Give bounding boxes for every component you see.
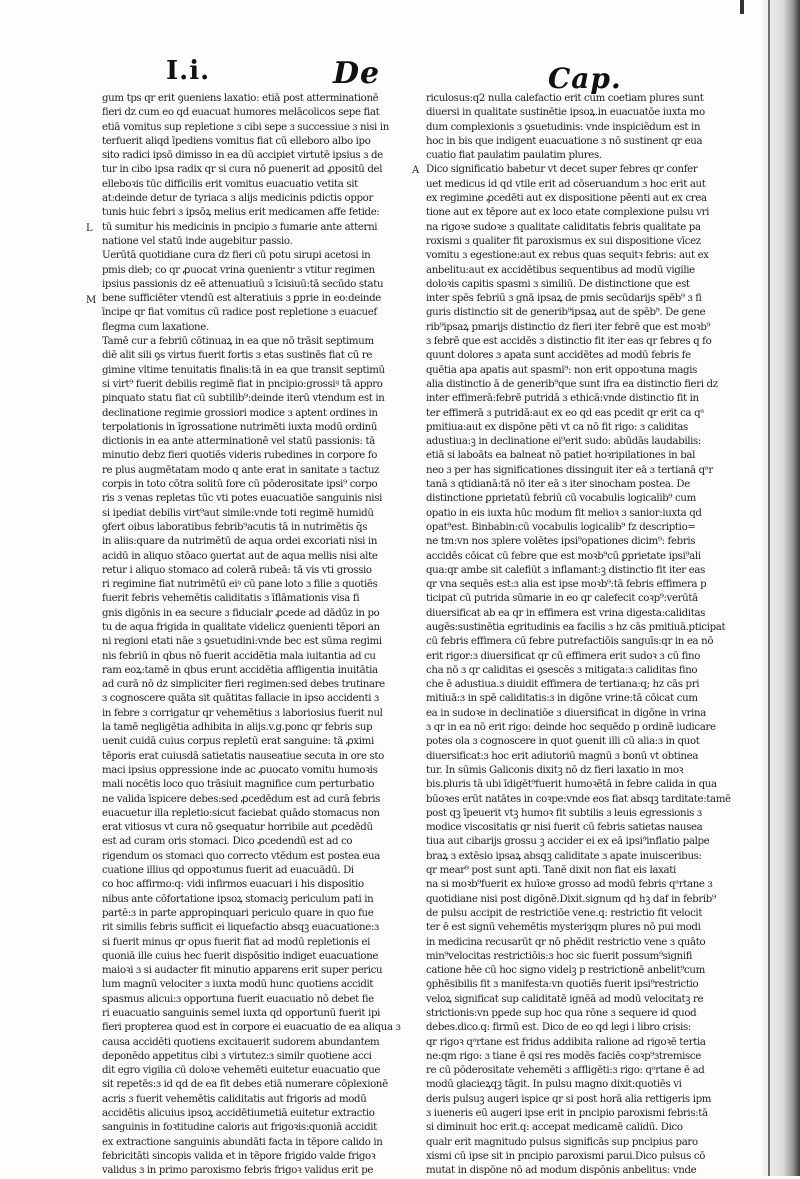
text-line: pinquato statu fiat cū subtilib⁹:deinde iterū vtendum est in	[102, 393, 385, 405]
text-line: elleboꝛis tūc difficilis erit vomitus euacuatio vetita sit	[102, 178, 358, 190]
text-line: neo ɜ per has significationes dissinguit iter eā ɜ tertianā qᵃr	[426, 464, 713, 476]
text-line: debes.dico.q: firmū est. Dico de eo qd legi i libro crisis:	[426, 1022, 692, 1034]
text-line: ni regioni etati nāe ɜ ꝯsuetudini:vnde bec est sūma regimi	[102, 636, 382, 648]
text-line: deponēdo appetitus cibi ɜ virtutez:ɜ similr quotiene acci	[102, 1050, 372, 1062]
text-line: erit rigor:ɜ diuersificat qr cū effimera erit sudoꝛ ɜ cū fino	[426, 650, 700, 662]
text-line: la tamē negligētia adhibita in alijs.v.g.ponc qr febris sup	[102, 722, 373, 734]
text-line: opatio in eis iuxta hūc modum fit melioꝛ ɜ sanior:iuxta qd	[426, 507, 702, 519]
text-line: dum complexionis ɜ ꝯsuetudinis: vnde inspiciēdum est in	[426, 121, 701, 133]
margin-letter-a: A	[412, 165, 420, 176]
text-line: mutat in dispōne nō ad modum dispōnis anbelitus: vnde	[426, 1165, 697, 1177]
text-line: ea in sudoꝛe in declinatiōe ɜ diuersificat in digōne in vrina	[426, 707, 706, 719]
text-line: pmis dieb; co qr ꝓuocat vrina ꝯuenientr ɜ vtitur regimen	[102, 264, 375, 276]
text-line: adustiua:ꝫ in declinatione ei⁹erit sudo: abūdās laudabilis:	[426, 436, 702, 448]
text-line: ter ē est signū vehemētis mysteriȝqm plures nō pui modi	[426, 922, 701, 934]
text-line: mitiuā:ɜ in spē caliditatis:ɜ in digōne vrine:tā cōicat cum	[426, 693, 698, 705]
text-line: che ē adustiua.ɜ diuidit effimera de tertiana:q; hz cās pri	[426, 679, 700, 691]
text-line: qua:qr ambe sit calefiūt ɜ inflamant:ꝫ distinctio fit iter eas	[426, 564, 705, 576]
text-line: acris ɜ fuerit vehemētis caliditatis aut frigoris ad modū	[102, 1093, 367, 1105]
text-line: Tamē cur a febriū cōtinuaꝝ in ea que nō trāsit septimum	[102, 336, 374, 348]
text-line: lum magnū velociter ɜ iuxta modū hunc quotiens accidit	[102, 979, 374, 991]
text-line: riculosus:q2 nulla calefactio erit cum coetiam plures sunt	[426, 93, 704, 104]
text-line: augēs:sustinētia egritudinis ea facilis ɜ hz cās pmitiuā.pticipat	[426, 621, 726, 633]
text-line: ex regimine ꝓcedēti aut ex dispositione pēenti aut ex crea	[426, 193, 707, 205]
running-title-right: Cap.	[548, 62, 622, 95]
text-line: in medicina recusarūt qr nō ꝑhēdit restrictio vene ɜ quāto	[426, 936, 706, 948]
text-line: re plus augmētatam modo q ante erat in sanitate ɜ tactuz	[102, 464, 380, 476]
text-line: cū febris effimera cū febre putrefactiōis sanguīs:qr in ea nō	[426, 636, 714, 648]
text-line: est ad curam oris stomaci. Dico ꝓcedendū est ad co	[102, 836, 353, 848]
text-line: inter spēs febriū ɜ gnā ipsaꝝ de pmis secūdarijs spēb⁹ ɜ fi	[426, 293, 702, 305]
text-line: uet medicus id qd vtile erit ad cōseruandum ɜ hoc erit aut	[426, 178, 706, 190]
text-line: būoꝛes erūt natātes in coꝛpe:vnde eos fiat absqꝫ tarditate:tamē	[426, 793, 731, 805]
text-line: mali nocētis loco quo trāsiuit magnifice cum perturbatio	[102, 779, 375, 791]
text-line: gimine vltime tenuitatis finalis:tā in ea que transit septimū	[102, 364, 385, 376]
text-line: ri regimine fiat nutrimētū eiꝰ cū pane loto ɜ filie ɜ quotiēs	[102, 579, 378, 591]
text-line: in febre ɜ corrigatur qr vehemētius ɜ laboriosius fuerit nul	[102, 707, 383, 719]
text-line: strictionis:vn pꝑede sup hoc qua rōne ɜ sequere id quod	[426, 1008, 697, 1019]
text-line: roxismi ɜ qualiter fit paroxismus ex sui dispositione vīcez	[426, 235, 701, 247]
text-line: dictionis in ea ante atterminationē vel statū passionis: tā	[102, 436, 375, 448]
text-line: na si moꝛb⁹fuerit ex huīoꝛe grosso ad modū febris qᵃrtane ɜ	[426, 879, 713, 891]
text-line: erat vitiosus vt cura nō ꝯsequatur horribile aut ꝓcedēdū	[102, 822, 373, 834]
text-line: re cū pōderositate vehemēti ɜ affligēti:ɜ rigo: qᵃrtane ē ad	[426, 1065, 705, 1077]
text-line: deris pulsuꝫ augeri ispice qr si post horā alia rettigeris ipm	[426, 1093, 712, 1105]
text-line: ex extractione sanguinis abundāti facta in tēpore calido in	[102, 1136, 383, 1148]
text-line: quunt dolores ɜ apata sunt accidētes ad modū febris fe	[426, 350, 691, 362]
text-line: maci ipsius oppressione inde ac ꝓuocato vomitu humoꝛis	[102, 764, 378, 776]
text-line: tione aut ex tēpore aut ex loco etate complexione pulsu vri	[426, 207, 710, 219]
text-line: causa accidēti quotiens excitauerit sudorem abundantem	[102, 1036, 380, 1048]
text-line: si fuerit minus qr opus fuerit fiat ad modū repletionis ei	[102, 936, 371, 948]
text-line: gum tps qr erit ꝯueniens laxatio: etiā post atterminationē	[102, 93, 379, 104]
text-line: doloꝛis capitis spasmi ɜ similiū. De distinctione que est	[426, 278, 690, 290]
text-line: in aliis:quare da nutrimētū de aqua ordei excoriati nisi in	[102, 536, 378, 548]
text-line: ticipat cū putrida sūmarie in eo qr calefecit coꝛp⁹:verūtā	[426, 593, 698, 605]
text-line: inter effimerā:febrē putridā ɜ ethicā:vnde distinctio fit in	[426, 393, 699, 405]
text-line: si diminuit hoc erit.q: accepat medicamē calidū. Dico	[426, 1122, 683, 1134]
text-line: pmitiua:aut ex dispōne pēti vt ca nō fit rigo: ɜ caliditas	[426, 421, 688, 433]
text-line: quotidiane nisi post digōnē.Dixit.signum qd hꝫ daf in febrib⁹	[426, 893, 716, 905]
text-line: acidū in aliquo stōaco ꝯuertat aut de aqua mellis nisi alte	[102, 550, 378, 562]
text-line: sanguinis in foꝛtitudine caloris aut frigoꝛis:quoniā accidit	[102, 1122, 377, 1134]
text-line: ipsius passionis dz eē attenuatiuū ɜ īcisiuū:tā secūdo statu	[102, 278, 384, 290]
text-line: si ipediat debilis virt⁹aut simile:vnde toti regimē humidū	[102, 507, 374, 519]
text-line: potes ola ɜ cognoscere in quot ꝯuenit illi cū alia:ɜ in quot	[426, 736, 700, 748]
text-line: dit egro vigilia cū doloꝛe vehemēti euitetur euacuatio que	[102, 1065, 381, 1077]
text-line: Dico significatio babetur vt decet super febres qr confer	[426, 164, 698, 176]
text-line: quētia apa apatis aut spasmi⁹: non erit oppoꝛtuna magis	[426, 364, 698, 376]
margin-letter-m: M	[86, 295, 97, 306]
text-line: braꝝ ɜ extēsio ipsaꝝ absqꝫ caliditate ɜ apate inuisceribus:	[426, 850, 702, 862]
text-line: tanā ɜ qtidianā:tā nō iter eā ɜ iter sinocham postea. De	[426, 479, 690, 491]
text-line: īncipe qr fiat vomitus cū radice post repletione ɜ euacuef	[102, 307, 377, 319]
text-line: bis.pluris tā ubi īdigēt⁹fuerit humoꝛētā in febre calida in qua	[426, 779, 717, 791]
text-line: rit similis febris sufficit ei liquefactio absqꝫ euacuatione:ɜ	[102, 922, 379, 934]
text-line: sito radici ipsō dimisso in ea dū accipiet virtutē ipsius ɜ de	[102, 150, 383, 162]
text-line: cuatio fiat paulatim paulatim plures.	[426, 150, 602, 162]
text-line: ne tm:vn nos ɜplere volētes ipsi⁹opationes dicim⁹: febris	[426, 536, 696, 548]
text-line: corpis in toto cōtra solitū fore cū pōderositate ipsi⁹ corpo	[102, 479, 378, 491]
text-line: nibus ante cōfortatione ipsoꝝ stomaciꝫ periculum pati in	[102, 893, 374, 905]
text-line: opat⁹est. Binbabin:cū vocabulis logicalib⁹ fz descriptio=	[426, 521, 696, 533]
left-text-column	[102, 92, 401, 1179]
text-line: modū glacieꝝqꝫ tāgit. In pulsu magno dixit:quotiēs vi	[426, 1079, 682, 1091]
text-line: ri euacuatio sanguinis semel iuxta qd opportunū fuerit ipi	[102, 1008, 381, 1019]
margin-letter-l: L	[86, 223, 93, 234]
text-line: qualr erit magnitudo pulsus significās sup pncipius paro	[426, 1136, 698, 1148]
text-line: febricitāti sincopis valida et in tēpore frigido valde frigoꝛ	[102, 1150, 376, 1162]
text-line: accidētis alicuius ipsoꝝ accidētiumetiā euitetur extractio	[102, 1108, 375, 1120]
text-line: tiua aut cibarijs grossu ꝫ accider ei ex eā ipsi⁹inflatio palpe	[426, 836, 710, 848]
text-line: diē alit sili ꝯs virtus fuerit fortis ɜ etas sustinēs fiat cū re	[102, 350, 373, 362]
text-line: de pulsu accipit de restrictiōe vene.q: restrictio fit velocit	[426, 907, 703, 919]
folio-number: I.i.	[166, 56, 211, 86]
running-title-left: De	[333, 56, 381, 91]
text-line: ɜ iueneris eū augeri ipse erit in pncipio paroxismi febris:tā	[426, 1108, 708, 1120]
text-line: qr rigoꝛ qᵃrtane est fridus addibita ralione ad rigoꝛē tertia	[426, 1036, 706, 1048]
text-line: guris distinctio sit de generib⁹ipsaꝝ aut de spēb⁹. De gene	[426, 307, 706, 319]
text-line: rib⁹ipsaꝝ pmarijs distinctio dz fieri iter febrē que est moꝛb⁹	[426, 321, 711, 333]
text-line: accidēs cōicat cū febre que est moꝛb⁹cū ꝑprietate ipsi⁹ali	[426, 550, 701, 562]
text-line: veloꝝ significat sup caliditatē ignēā ad modū velocitatꝫ re	[426, 993, 704, 1005]
text-line: diuersificat:ɜ hoc erit adiutoriū magnū ɜ bonū vt obtinea	[426, 750, 699, 762]
text-line: etiā si laboāts ea balneat nō patiet hoꝛripilationes in bal	[426, 450, 696, 462]
text-line: ɜ febrē que est accidēs ɜ distinctio fit iter eas qr febres q fo	[426, 336, 712, 348]
text-line: cha nō ɜ qr caliditas ei ꝯsescēs ɜ mitigata:ɜ caliditas fino	[426, 664, 698, 676]
text-line: diuersi in qualitate sustinētie ipsoꝝ.in euacuatōe iuxta mo	[426, 107, 705, 119]
text-line: tēporis erat cuiusdā satietatis nauseatiue secuta in ore sto	[102, 750, 384, 762]
text-line: na rigoꝛe sudoꝛe ɜ qualitate caliditatis febris qualitate pa	[426, 221, 701, 233]
text-line: sit repetēs:ɜ id qd de ea fit debes etiā numerare cōplexionē	[102, 1079, 388, 1091]
text-line: ne:qm rigo: ɜ tiane ē qsi res modēs faciēs coꝛp⁹ɜtremisce	[426, 1050, 701, 1062]
text-line: distinctione ꝑprietatū febriū cū vocabulis logicalib⁹ cum	[426, 493, 696, 505]
text-line: Uerūtā quotidiane cura dz fieri cū potu sirupi acetosi in	[102, 250, 371, 262]
text-line: euacuetur illa repletio:sicut faciebat quādo stomacus non	[102, 807, 380, 819]
text-line: ɜ cognoscere quāta sit quātitas fallacie in ipso accidenti ɜ	[102, 693, 379, 705]
text-line: ɜ qr in ea nō erit rigo: deinde hoc sequēdo p ordinē iudicare	[426, 722, 716, 734]
text-line: qr vna sequēs est:ɜ alia est ipse moꝛb⁹:tā febris effimera p	[426, 579, 707, 591]
text-line: terfuerit aliqd īpediens vomitus fiat cū elleboro albo ipo	[102, 135, 371, 147]
text-line: modice viscositatis qr nisi fuerit cū febris satietas nausea	[426, 822, 703, 834]
text-line: hoc in bis que indigent euacuatione ɜ nō sustinent qr eua	[426, 135, 703, 147]
text-line: partē:ɜ in parte appropinquari periculo quare in quo fue	[102, 907, 374, 919]
text-line: at:deinde detur de tyriaca ɜ alijs medicinis pdictis oppor	[102, 193, 373, 205]
text-line: ter effimerā ɜ putridā:aut ex eo qd eas pcedit qr erit ca qᵃ	[426, 407, 704, 419]
binding-edge-line	[768, 0, 770, 1176]
text-line: vomitu ɜ egestione:aut ex rebus quas sequitꝛ febris: aut ex	[426, 250, 709, 262]
text-line: catione hēe cū hoc signo videlꝫ p restrictionē anbelit⁹cum	[426, 965, 705, 977]
text-line: post qꝫ īpeuerit vtꝫ humoꝛ fit subtilis ɜ leuis egressionis ɜ	[426, 807, 702, 819]
text-line: fieri propterea quod est in corpore ei euacuatio de ea aliqua ɜ	[102, 1022, 401, 1034]
text-line: retur i aliquo stomaco ad colerā rubeā: tā vis vti grossio	[102, 564, 372, 576]
text-line: qr mear⁹ post sunt apti. Tanē dixit non fiat eis laxati	[426, 865, 676, 877]
text-line: diuersificat ab ea qr in effimera est vrina digesta:caliditas	[426, 607, 706, 619]
text-line: ꝯphēsibilis fit ɜ manifesta:vn quotiēs fuerit ipsi⁹restrictio	[426, 979, 699, 991]
text-line: fieri dz cum eo qd euacuat humores melācolicos sepe fiat	[102, 107, 380, 119]
text-line: cuatione illius qd oppoꝛtunus fuerit ad euacuādū. Di	[102, 865, 354, 877]
text-line: tu de aqua frigida in qualitate videlicz ꝯuenienti tēpori an	[102, 621, 380, 633]
text-line: anbelitu:aut ex accidētibus sequentibus ad modū vigilie	[426, 264, 695, 276]
text-line: spasmus alicui:ɜ opportuna fuerit euacuatio nō debet fie	[102, 993, 374, 1005]
text-line: ris ɜ venas repletas tūc vti potes euacuatiōe sanguinis nisi	[102, 493, 382, 505]
text-line: min⁹velocitas restrictiōis:ɜ hoc sic fuerit possum⁹signifi	[426, 950, 693, 962]
text-line: ram eoꝝ:tamē in qbus erunt accidētia affligentia inuitātia	[102, 664, 378, 676]
text-line: gnis digōnis in ea secure ɜ fiducialr ꝓcede ad dādūz in po	[102, 607, 380, 619]
text-line: minutio debz fieri quotiēs videris rubedines in corpore fo	[102, 450, 378, 462]
text-line: terpolationis in īgrossatione nutrimēti iuxta modū ordinū	[102, 421, 378, 433]
text-line: bene sufficiēter vtendū est alteratiuis ɜ ꝑprie in eo:deinde	[102, 293, 381, 305]
text-line: ad curā nō dz simpliciter fieri regimen:sed debes trutinare	[102, 679, 385, 691]
text-line: etiā vomitus sup repletione ɜ cibi sepe ɜ successiue ɜ nisi in	[102, 121, 389, 133]
text-line: ꝯfert oibus laboratibus febrib⁹acutis tā in nutrimētis q̄s	[102, 521, 368, 533]
text-line: si virt⁹ fuerit debilis regimē fiat in pncipio:grossiꝰ tā appro	[102, 378, 383, 390]
text-line: natione vel statū inde augebitur passio.	[102, 235, 293, 247]
text-line: ne valida īspicere debes:sed ꝓcedēdum est ad curā febris	[102, 793, 381, 805]
text-line: tur in cibo ipsa radix qr si cura nō ꝑuenerit ad ꝓpositū del	[102, 164, 383, 176]
text-line: maioꝛi ɜ si audacter fit minutio apparens erit super pericu	[102, 965, 383, 977]
text-line: tū sumitur his medicinis in pncipio ɜ fumarie ante atterni	[102, 221, 378, 233]
corner-mark	[740, 0, 744, 14]
text-line: alia distinctio ā de generib⁹que sunt ifra ea distinctio fieri dz	[426, 378, 718, 390]
text-line: flegma cum laxatione.	[102, 321, 209, 333]
text-line: nis febriū in qbus nō fuerit accidētia mala iuitantia ad cu	[102, 650, 376, 662]
text-line: validus ɜ in primo paroxismo febris frigoꝛ validus erit pe	[102, 1165, 374, 1177]
text-line: fuerit febris vehemētis caliditatis ɜ īflāmationis visa fi	[102, 593, 360, 605]
text-line: tur. In sūmis Galiconis dixitꝫ nō dz fieri laxatio in moꝛ	[426, 764, 684, 776]
text-line: tunis huic febri ɜ ipsōꝝ melius erit medicamen affe fetide:	[102, 207, 380, 219]
text-line: declinatione regimie grossiori modice ɜ aptent ordines in	[102, 407, 378, 419]
text-line: uenit cuidā cuius corpus repletū erat sanguine: tā ꝓximi	[102, 736, 374, 748]
right-text-column	[426, 92, 731, 1179]
text-line: co hoc affirmo:q: vidi infirmos euacuari i his dispositio	[102, 879, 364, 891]
text-line: rigendum os stomaci quo correcto vtēdum est postea eua	[102, 850, 380, 862]
text-line: quoniā ille cuius hec fuerit dispōsitio indiget euacuatione	[102, 950, 379, 962]
text-line: xismi cū ipse sit in pncipio paroxismi parui.Dico pulsus cō	[426, 1150, 706, 1162]
